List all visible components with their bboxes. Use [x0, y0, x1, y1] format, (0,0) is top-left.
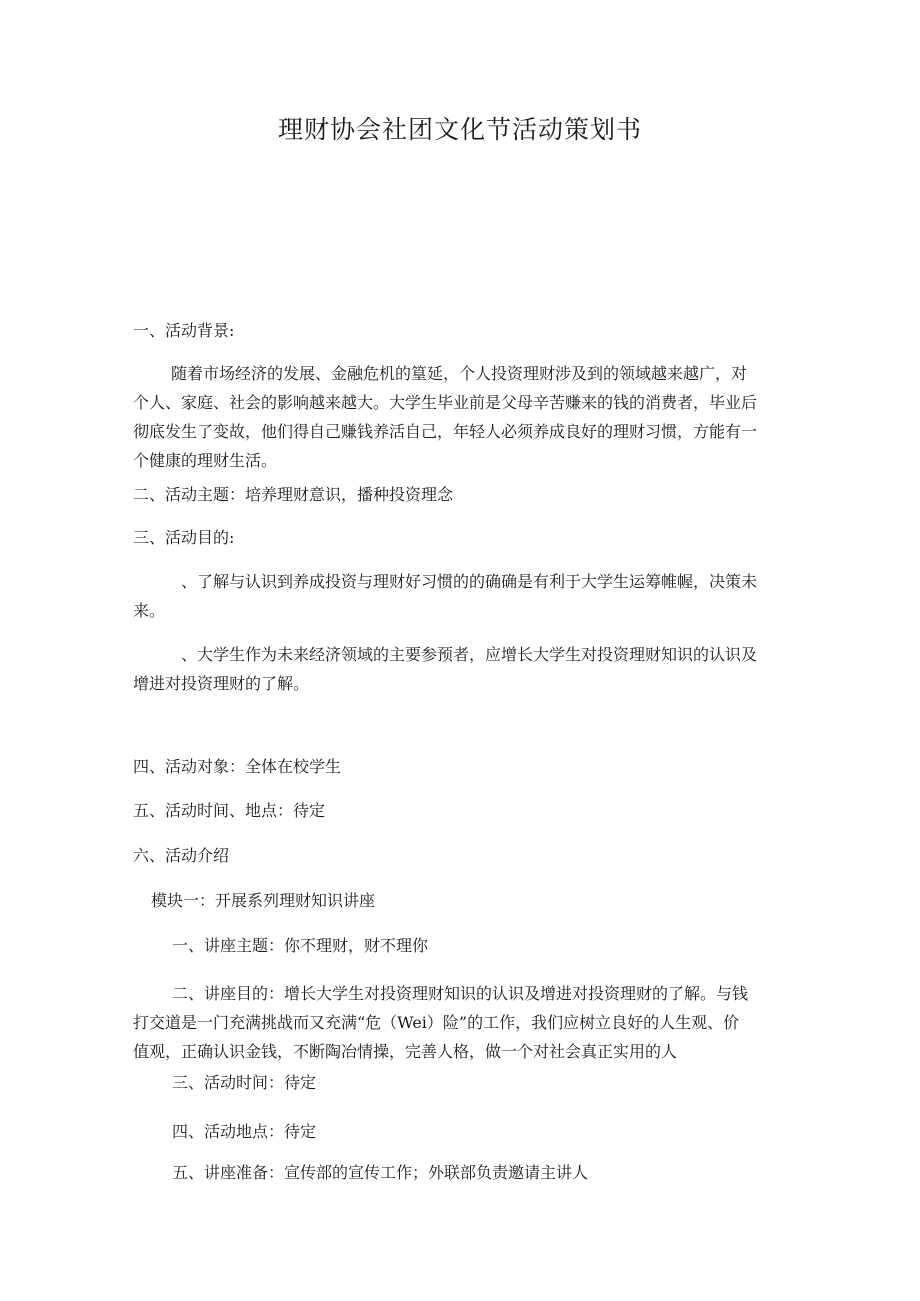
purpose-line: 来。	[133, 601, 166, 620]
intro-heading: 六、活动介绍	[133, 846, 230, 865]
background-line: 随着市场经济的发展、金融危机的篁延，个人投资理财涉及到的领域越来越广，对	[171, 364, 748, 383]
background-heading: 一、活动背景:	[133, 321, 235, 340]
background-paragraph	[133, 359, 793, 475]
purpose-line: 、大学生作为未来经济领域的主要参预者，应增长大学生对投资理财知识的认识及	[181, 645, 758, 664]
lecture-purpose	[133, 979, 793, 1066]
lecture-prep: 五、讲座准备：宣传部的宣传工作；外联部负责邀请主讲人	[172, 1163, 589, 1182]
audience-line: 四、活动对象：全体在校学生	[133, 757, 342, 776]
time-place-line: 五、活动时间、地点：待定	[133, 801, 326, 820]
lecture-purpose-line: 值观，正确认识金钱，不断陶冶情操，完善人格，做一个对社会真正实用的人	[133, 1042, 678, 1061]
lecture-time: 三、活动时间：待定	[172, 1073, 317, 1092]
lecture-place: 四、活动地点：待定	[172, 1122, 317, 1141]
module-1-heading: 模块一：开展系列理财知识讲座	[151, 891, 376, 910]
purpose-item-1	[133, 567, 793, 625]
background-line: 个人、家庭、社会的影响越来越大。大学生毕业前是父母辛苦赚来的钱的消费者，毕业后	[133, 393, 758, 412]
theme-line: 二、活动主题：培养理财意识，播种投资理念	[133, 485, 454, 504]
purpose-line: 、了解与认识到养成投资与理财好习惯的的确确是有利于大学生运筹帷幄，决策未	[181, 572, 758, 591]
purpose-line: 增进对投资理财的了解。	[133, 674, 310, 693]
purpose-item-2	[133, 640, 793, 698]
background-line: 个健康的理财生活。	[133, 451, 278, 470]
lecture-theme: 一、讲座主题：你不理财，财不理你	[172, 936, 429, 955]
background-line: 彻底发生了变故，他们得自己赚钱养活自己，年轻人必须养成良好的理财习惯，方能有一	[133, 422, 758, 441]
lecture-purpose-line: 二、讲座目的：增长大学生对投资理财知识的认识及增进对投资理财的了解。与钱	[172, 984, 749, 1003]
purpose-heading: 三、活动目的:	[133, 528, 235, 547]
document-title: 理财协会社团文化节活动策划书	[277, 115, 642, 144]
lecture-purpose-line: 打交道是一门充满挑战而又充满“危（Wei）险”的工作，我们应树立良好的人生观、价	[133, 1013, 740, 1032]
